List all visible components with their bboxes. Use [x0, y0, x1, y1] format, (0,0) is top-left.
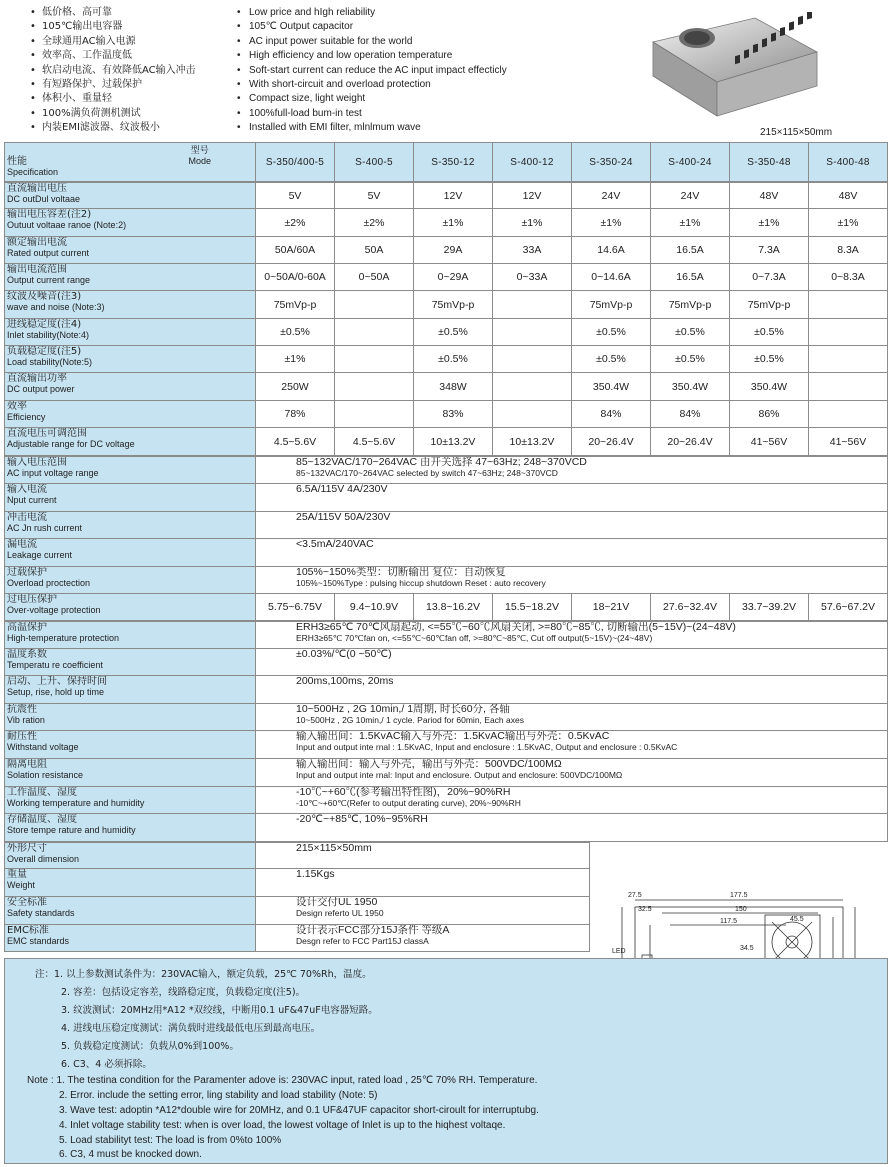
- span-main-text: 215×115×50mm: [296, 843, 372, 854]
- feature-cn-item: • 体积小、重量轻: [30, 92, 240, 106]
- value-cell: 5V: [335, 183, 414, 208]
- span-value-cell: [256, 704, 888, 730]
- ovp-value: 13.8~16.2V: [414, 594, 493, 620]
- value-cell: 12V: [493, 183, 572, 208]
- span-main-text: 设计交付UL 1950: [296, 897, 378, 908]
- model-rows: [4, 182, 888, 456]
- row-label-en: Outuut voltaae ranoe (Note:2): [7, 220, 127, 230]
- value-cell: 86%: [730, 401, 809, 427]
- span-value-cell: [256, 759, 888, 786]
- value-cell: 50A/60A: [256, 237, 335, 263]
- row-label-en: AC input voltage range: [7, 468, 99, 478]
- row-label-cn: 进线稳定度(注4): [7, 319, 82, 330]
- value-cell: 0~50A/0-60A: [256, 264, 335, 290]
- span-main-text: 10~500Hz , 2G 10min,/ 1周期, 时长60分, 各轴: [296, 704, 510, 715]
- value-cell: 41~56V: [730, 428, 809, 455]
- value-cell: [493, 401, 572, 427]
- table-row: [4, 676, 888, 704]
- table-row: [4, 237, 888, 264]
- value-cell: 348W: [414, 373, 493, 400]
- span-value-cell: [256, 567, 888, 593]
- value-cell: 4.5~5.6V: [256, 428, 335, 455]
- note-en-3: 3. Wave test: adoptin *A12*double wire for 20MHz, and 0.1 UF&47UF capacitor short-ciroult for interruptubg.: [59, 1105, 539, 1116]
- ovp-value: 15.5~18.2V: [493, 594, 572, 620]
- row-label-en: Vib ration: [7, 715, 45, 725]
- table-row: [4, 787, 888, 814]
- note-cn-1: 注：1. 以上参数测试条件为：230VAC输入，额定负载，25℃ 70%Rh，温度。: [35, 969, 372, 980]
- feature-cn-item: • 效率高、工作温度低: [30, 49, 240, 63]
- dim-top-6: 45.5: [790, 916, 804, 923]
- value-cell: ±2%: [256, 209, 335, 236]
- span-main-text: -10℃~+60℃(参考输出特性图)，20%~90%RH: [296, 787, 511, 798]
- row-label-en: Over-voltage protection: [7, 605, 101, 615]
- row-label-cn: 额定输出电流: [7, 237, 67, 248]
- row-label-cn: 温度系数: [7, 649, 47, 660]
- value-cell: ±0.5%: [730, 346, 809, 372]
- span-sub-text: 10~500Hz , 2G 10min,/ 1 cycle. Pariod for 60min, Each axes: [296, 715, 524, 725]
- table-row: [4, 897, 590, 925]
- row-label-cn: 直流输出电压: [7, 183, 67, 194]
- value-cell: 83%: [414, 401, 493, 427]
- feature-en-item: • 105℃ Output capacitor: [237, 20, 597, 34]
- value-cell: 24V: [572, 183, 651, 208]
- model-header: S-350-24: [572, 143, 651, 181]
- value-cell: 0~8.3A: [809, 264, 888, 290]
- span-sub-text: Desgn refer to FCC Part15J classA: [296, 936, 429, 946]
- value-cell: [809, 373, 888, 400]
- span-main-text: ±0.03%/℃(0 ~50℃): [296, 649, 392, 660]
- row-label-en: Adjustable range for DC voltage: [7, 439, 135, 449]
- span-value-cell: [256, 731, 888, 758]
- table-header-row: [4, 142, 888, 182]
- value-cell: 12V: [414, 183, 493, 208]
- feature-cn-item: • 100%满负荷测机测试: [30, 107, 240, 121]
- span-main-text: 1.15Kgs: [296, 869, 335, 880]
- row-label-en: High-temperature protection: [7, 633, 120, 643]
- value-cell: 350.4W: [730, 373, 809, 400]
- row-label-en: Nput current: [7, 495, 57, 505]
- value-cell: 14.6A: [572, 237, 651, 263]
- span-main-text: ERH3≥65℃ 70℃风扇起动, <=55℃~60℃风扇关闭, >=80℃~85℃, 切断输出(5~15V)~(24~48V): [296, 622, 736, 633]
- span-value-cell: [256, 457, 888, 483]
- value-cell: 4.5~5.6V: [335, 428, 414, 455]
- value-cell: 16.5A: [651, 237, 730, 263]
- span-main-text: 25A/115V 50A/230V: [296, 512, 391, 523]
- value-cell: 0~14.6A: [572, 264, 651, 290]
- table-row: [4, 319, 888, 346]
- mode-cn: 型号: [190, 146, 209, 156]
- model-header: S-350-48: [730, 143, 809, 181]
- value-cell: [335, 373, 414, 400]
- value-cell: [493, 373, 572, 400]
- value-cell: ±0.5%: [651, 346, 730, 372]
- span-sub-text: Design referto UL 1950: [296, 908, 384, 918]
- table-row: [4, 649, 888, 676]
- table-row: [4, 842, 590, 869]
- value-cell: 75mVp-p: [651, 291, 730, 318]
- span-main-text: 105%~150%类型：切断输出 复位：自动恢复: [296, 567, 506, 578]
- value-cell: [809, 346, 888, 372]
- note-cn-3: 3. 纹波测试：20MHz用*A12 *双绞线，中断用0.1 uF&47uF电容器短路。: [61, 1005, 378, 1016]
- span-sub-text: Input and output inte rnal: Input and enclosure. Output and enclosure: 500VDC/100MΩ: [296, 770, 623, 780]
- value-cell: 0~29A: [414, 264, 493, 290]
- spec-header-label: [4, 143, 256, 181]
- row-label-cn: 外形尺寸: [7, 843, 47, 854]
- value-cell: [809, 319, 888, 345]
- span-sub-text: -10℃~+60℃(Refer to output derating curve), 20%~90%RH: [296, 798, 521, 808]
- ovp-value: 27.6~32.4V: [651, 594, 730, 620]
- features-list-en: [237, 6, 597, 136]
- model-header: S-400-12: [493, 143, 572, 181]
- feature-en-item: • Compact size, light weight: [237, 92, 597, 106]
- spec-label-cn: 性能: [7, 156, 27, 167]
- table-row: [4, 869, 590, 897]
- note-en-6: 6. C3, 4 must be knocked down.: [59, 1149, 202, 1160]
- value-cell: [335, 319, 414, 345]
- value-cell: [809, 291, 888, 318]
- feature-en-item: • Installed with EMI filter, mlnlmum wave: [237, 121, 597, 135]
- note-en-4: 4. Inlet voltage stability test: when is over load, the lowest voltage of Inlet is up to the hiqhest voltaqe.: [59, 1120, 506, 1131]
- row-label-cn: 直流输出功率: [7, 373, 67, 384]
- note-cn-5: 5. 负载稳定度测试：负载从0%到100%。: [61, 1041, 239, 1052]
- table-row: [4, 264, 888, 291]
- feature-en-item: • Low price and hIgh reliability: [237, 6, 597, 20]
- value-cell: ±0.5%: [572, 346, 651, 372]
- row-label-cn: EMC标准: [7, 925, 49, 936]
- value-cell: 75mVp-p: [256, 291, 335, 318]
- value-cell: 16.5A: [651, 264, 730, 290]
- ovp-value: 5.75~6.75V: [256, 594, 335, 620]
- feature-en-item: • With short-circuit and overload protection: [237, 78, 597, 92]
- notes-section: [4, 958, 888, 1164]
- feature-cn-item: • 内装EMI滤波器、纹波极小: [30, 121, 240, 135]
- note-cn-6: 6. C3、4 必须拆除。: [61, 1059, 152, 1070]
- value-cell: ±1%: [651, 209, 730, 236]
- span-value-cell: [256, 649, 888, 675]
- value-cell: ±0.5%: [414, 319, 493, 345]
- value-cell: 29A: [414, 237, 493, 263]
- dim-top-3: 32.5: [638, 906, 652, 913]
- table-row: [4, 539, 888, 567]
- ovp-value: 57.6~67.2V: [809, 594, 888, 620]
- value-cell: [335, 291, 414, 318]
- span-rows: [4, 456, 888, 594]
- row-label-en: DC outDul voltaae: [7, 194, 81, 204]
- span-main-text: 85~132VAC/170~264VAC 由开关选择 47~63Hz; 248~370VCD: [296, 457, 587, 468]
- value-cell: 10±13.2V: [414, 428, 493, 455]
- span-main-text: 输入输出间：输入与外壳，输出与外壳：500VDC/100MΩ: [296, 759, 562, 770]
- row-label-cn: 工作温度、湿度: [7, 787, 77, 798]
- table-row: [4, 484, 888, 512]
- value-cell: 50A: [335, 237, 414, 263]
- ovp-value: 18~21V: [572, 594, 651, 620]
- row-label-cn: 安全标准: [7, 897, 47, 908]
- value-cell: 350.4W: [572, 373, 651, 400]
- value-cell: 75mVp-p: [730, 291, 809, 318]
- row-label-cn: 输入电压范围: [7, 457, 67, 468]
- span-value-cell: [256, 787, 888, 813]
- value-cell: ±1%: [256, 346, 335, 372]
- row-label-en: Inlet stability(Note:4): [7, 330, 90, 340]
- header-section: [0, 0, 892, 142]
- value-cell: ±0.5%: [414, 346, 493, 372]
- dim-top-4: 150: [735, 906, 747, 913]
- row-label-en: Safety standards: [7, 908, 75, 918]
- value-cell: 48V: [730, 183, 809, 208]
- value-cell: 33A: [493, 237, 572, 263]
- note-cn-2: 2. 容差：包括设定容差，线路稳定度，负载稳定度(注5)。: [61, 987, 306, 998]
- value-cell: [493, 319, 572, 345]
- span-value-cell: [256, 897, 590, 924]
- span-value-cell: [256, 676, 888, 703]
- feature-en-item: • High efficiency and low operation temperature: [237, 49, 597, 63]
- row-label-en: Store tempe rature and humidity: [7, 825, 136, 835]
- value-cell: 0~50A: [335, 264, 414, 290]
- row-label-en: Weight: [7, 880, 35, 890]
- span-value-cell: [256, 512, 888, 538]
- power-supply-image: [645, 12, 825, 124]
- feature-cn-item: • 低价格、高可靠: [30, 6, 240, 20]
- model-header: S-400-24: [651, 143, 730, 181]
- table-row: [4, 291, 888, 319]
- value-cell: 250W: [256, 373, 335, 400]
- feature-en-item: • 100%full-load bum-in test: [237, 107, 597, 121]
- label-led: LED: [612, 948, 626, 955]
- value-cell: 24V: [651, 183, 730, 208]
- row-label-en: AC Jn rush current: [7, 523, 83, 533]
- table-row-ovp: [4, 594, 888, 621]
- ovp-value: 33.7~39.2V: [730, 594, 809, 620]
- span-sub-text: 85~132VAC/170~264VAC selected by switch 47~63Hz; 248~370VCD: [296, 468, 558, 478]
- span-main-text: 6.5A/115V 4A/230V: [296, 484, 388, 495]
- span-value-cell: [256, 484, 888, 511]
- row-label-cn: 抗震性: [7, 704, 37, 715]
- value-cell: ±1%: [809, 209, 888, 236]
- model-header: S-400-48: [809, 143, 888, 181]
- feature-cn-item: • 全球通用AC输入电源: [30, 35, 240, 49]
- row-label-en: DC output power: [7, 384, 75, 394]
- row-label-en: Rated output current: [7, 248, 90, 258]
- row-label-cn: 输入电流: [7, 484, 47, 495]
- span-value-cell: [256, 539, 888, 566]
- row-label-en: Output current range: [7, 275, 91, 285]
- feature-en-item: • Soft-start current can reduce the AC input impact effecticly: [237, 64, 597, 78]
- feature-en-item: • AC input power suitable for the world: [237, 35, 597, 49]
- spec-table: [4, 142, 888, 952]
- span-value-cell: [256, 622, 888, 648]
- value-cell: 350.4W: [651, 373, 730, 400]
- value-cell: 10±13.2V: [493, 428, 572, 455]
- row-label-en: Solation resistance: [7, 770, 84, 780]
- row-label-en: Efficiency: [7, 412, 46, 422]
- span-value-cell: [256, 814, 888, 841]
- span-value-cell: [256, 869, 590, 896]
- row-label-cn: 输出电流范围: [7, 264, 67, 275]
- row-label-cn: 隔离电阻: [7, 759, 47, 770]
- value-cell: ±1%: [572, 209, 651, 236]
- table-row: [4, 925, 590, 952]
- row-label-en: Load stability(Note:5): [7, 357, 93, 367]
- value-cell: [809, 401, 888, 427]
- row-label-cn: 负载稳定度(注5): [7, 346, 82, 357]
- value-cell: ±2%: [335, 209, 414, 236]
- span-main-text: 设计表示FCC部分15J条件 等级A: [296, 925, 450, 936]
- row-label-cn: 冲击电流: [7, 512, 47, 523]
- row-label-en: EMC standards: [7, 936, 70, 946]
- row-label-cn: 高温保护: [7, 622, 47, 633]
- value-cell: [493, 291, 572, 318]
- value-cell: 84%: [651, 401, 730, 427]
- table-row: [4, 373, 888, 401]
- model-header: S-400-5: [335, 143, 414, 181]
- row-label-cn: 纹波及噪音(注3): [7, 291, 82, 302]
- note-en-5: 5. Load stabilityt test: The load is from 0%to 100%: [59, 1135, 282, 1146]
- table-row: [4, 759, 888, 787]
- value-cell: 0~33A: [493, 264, 572, 290]
- value-cell: [335, 401, 414, 427]
- span-sub-text: ERH3≥65℃ 70℃fan on, <=55℃~60℃fan off, >=80℃~85℃, Cut off output(5~15V)~(24~48V): [296, 633, 653, 643]
- table-row: [4, 428, 888, 456]
- table-row: [4, 704, 888, 731]
- span-sub-text: 105%~150%Type : pulsing hiccup shutdown Reset : auto recovery: [296, 578, 546, 588]
- value-cell: ±1%: [493, 209, 572, 236]
- span-value-cell: [256, 843, 590, 868]
- row-label-en: Setup, rise, hold up time: [7, 687, 105, 697]
- value-cell: ±0.5%: [651, 319, 730, 345]
- span-value-cell: [256, 925, 590, 951]
- value-cell: 78%: [256, 401, 335, 427]
- table-row: [4, 512, 888, 539]
- row-label-en: wave and noise (Note:3): [7, 302, 105, 312]
- table-row: [4, 621, 888, 649]
- row-label-cn: 直流电压可调范围: [7, 428, 87, 439]
- value-cell: 8.3A: [809, 237, 888, 263]
- model-header: S-350-12: [414, 143, 493, 181]
- value-cell: ±0.5%: [730, 319, 809, 345]
- value-cell: ±1%: [414, 209, 493, 236]
- dim-top-5: 117.5: [720, 918, 737, 925]
- row-label-cn: 启动、上升、保持时间: [7, 676, 107, 687]
- value-cell: [493, 346, 572, 372]
- table-row: [4, 814, 888, 842]
- note-en-1: Note : 1. The testina condition for the Paramenter adove is: 230VAC input, rated load , 25℃ 70% RH. Temperature.: [27, 1075, 538, 1086]
- row-label-cn: 重量: [7, 869, 27, 880]
- spec-label-en: Specification: [7, 167, 59, 177]
- table-row: [4, 731, 888, 759]
- row-label-cn: 耐压性: [7, 731, 37, 742]
- span-sub-text: Input and output inte rnal : 1.5KvAC, Input and enclosure : 1.5KvAC, Output and enclosure : 0.5KvAC: [296, 742, 678, 752]
- features-list-cn: [30, 6, 240, 136]
- row-label-cn: 过载保护: [7, 567, 47, 578]
- row-label-cn: 输出电压容差(注2): [7, 209, 92, 220]
- span-main-text: 输入输出间：1.5KvAC输入与外壳：1.5KvAC输出与外壳：0.5KvAC: [296, 731, 610, 742]
- note-cn-4: 4. 进线电压稳定度测试：满负载时进线最低电压到最高电压。: [61, 1023, 321, 1034]
- model-header: S-350/400-5: [256, 143, 335, 181]
- value-cell: 20~26.4V: [572, 428, 651, 455]
- row-label-en: Working temperature and humidity: [7, 798, 145, 808]
- value-cell: ±0.5%: [572, 319, 651, 345]
- row-label-en: Temperatu re coefficient: [7, 660, 103, 670]
- table-row: [4, 401, 888, 428]
- table-row: [4, 209, 888, 237]
- dim-top-1: 27.5: [628, 892, 642, 899]
- value-cell: 5V: [256, 183, 335, 208]
- feature-cn-item: • 软启动电流、有效降低AC输入冲击: [30, 64, 240, 78]
- value-cell: 84%: [572, 401, 651, 427]
- value-cell: ±1%: [730, 209, 809, 236]
- table-row: [4, 346, 888, 373]
- dim-top-7: 34.5: [740, 945, 754, 952]
- span-main-text: <3.5mA/240VAC: [296, 539, 374, 550]
- span-main-text: 200ms,100ms, 20ms: [296, 676, 394, 687]
- feature-cn-item: • 有短路保护、过载保护: [30, 78, 240, 92]
- table-row: [4, 456, 888, 484]
- feature-cn-item: • 105℃输出电容器: [30, 20, 240, 34]
- note-en-2: 2. Error. include the setting error, ling stability and load stability (Note: 5): [59, 1090, 378, 1101]
- row-label-en: Withstand voltage: [7, 742, 79, 752]
- table-row: [4, 567, 888, 594]
- span-main-text: -20℃~+85℃, 10%~95%RH: [296, 814, 428, 825]
- row-label-cn: 过电压保护: [7, 594, 57, 605]
- value-cell: ±0.5%: [256, 319, 335, 345]
- span-rows-2: [4, 621, 888, 842]
- row-label-en: Overall dimension: [7, 854, 80, 864]
- value-cell: 48V: [809, 183, 888, 208]
- row-label-cn: 漏电流: [7, 539, 37, 550]
- value-cell: [335, 346, 414, 372]
- product-dimensions-label: 215×115×50mm: [760, 127, 833, 138]
- mode-en: Mode: [188, 156, 211, 166]
- dim-top-2: 177.5: [730, 892, 748, 899]
- table-row: [4, 182, 888, 209]
- value-cell: 20~26.4V: [651, 428, 730, 455]
- value-cell: 75mVp-p: [414, 291, 493, 318]
- row-label-cn: 效率: [7, 401, 27, 412]
- row-label-en: Overload proctection: [7, 578, 91, 588]
- value-cell: 7.3A: [730, 237, 809, 263]
- value-cell: 75mVp-p: [572, 291, 651, 318]
- value-cell: 41~56V: [809, 428, 888, 455]
- row-label-cn: 存储温度、湿度: [7, 814, 77, 825]
- ovp-value: 9.4~10.9V: [335, 594, 414, 620]
- row-label-en: Leakage current: [7, 550, 73, 560]
- value-cell: 0~7.3A: [730, 264, 809, 290]
